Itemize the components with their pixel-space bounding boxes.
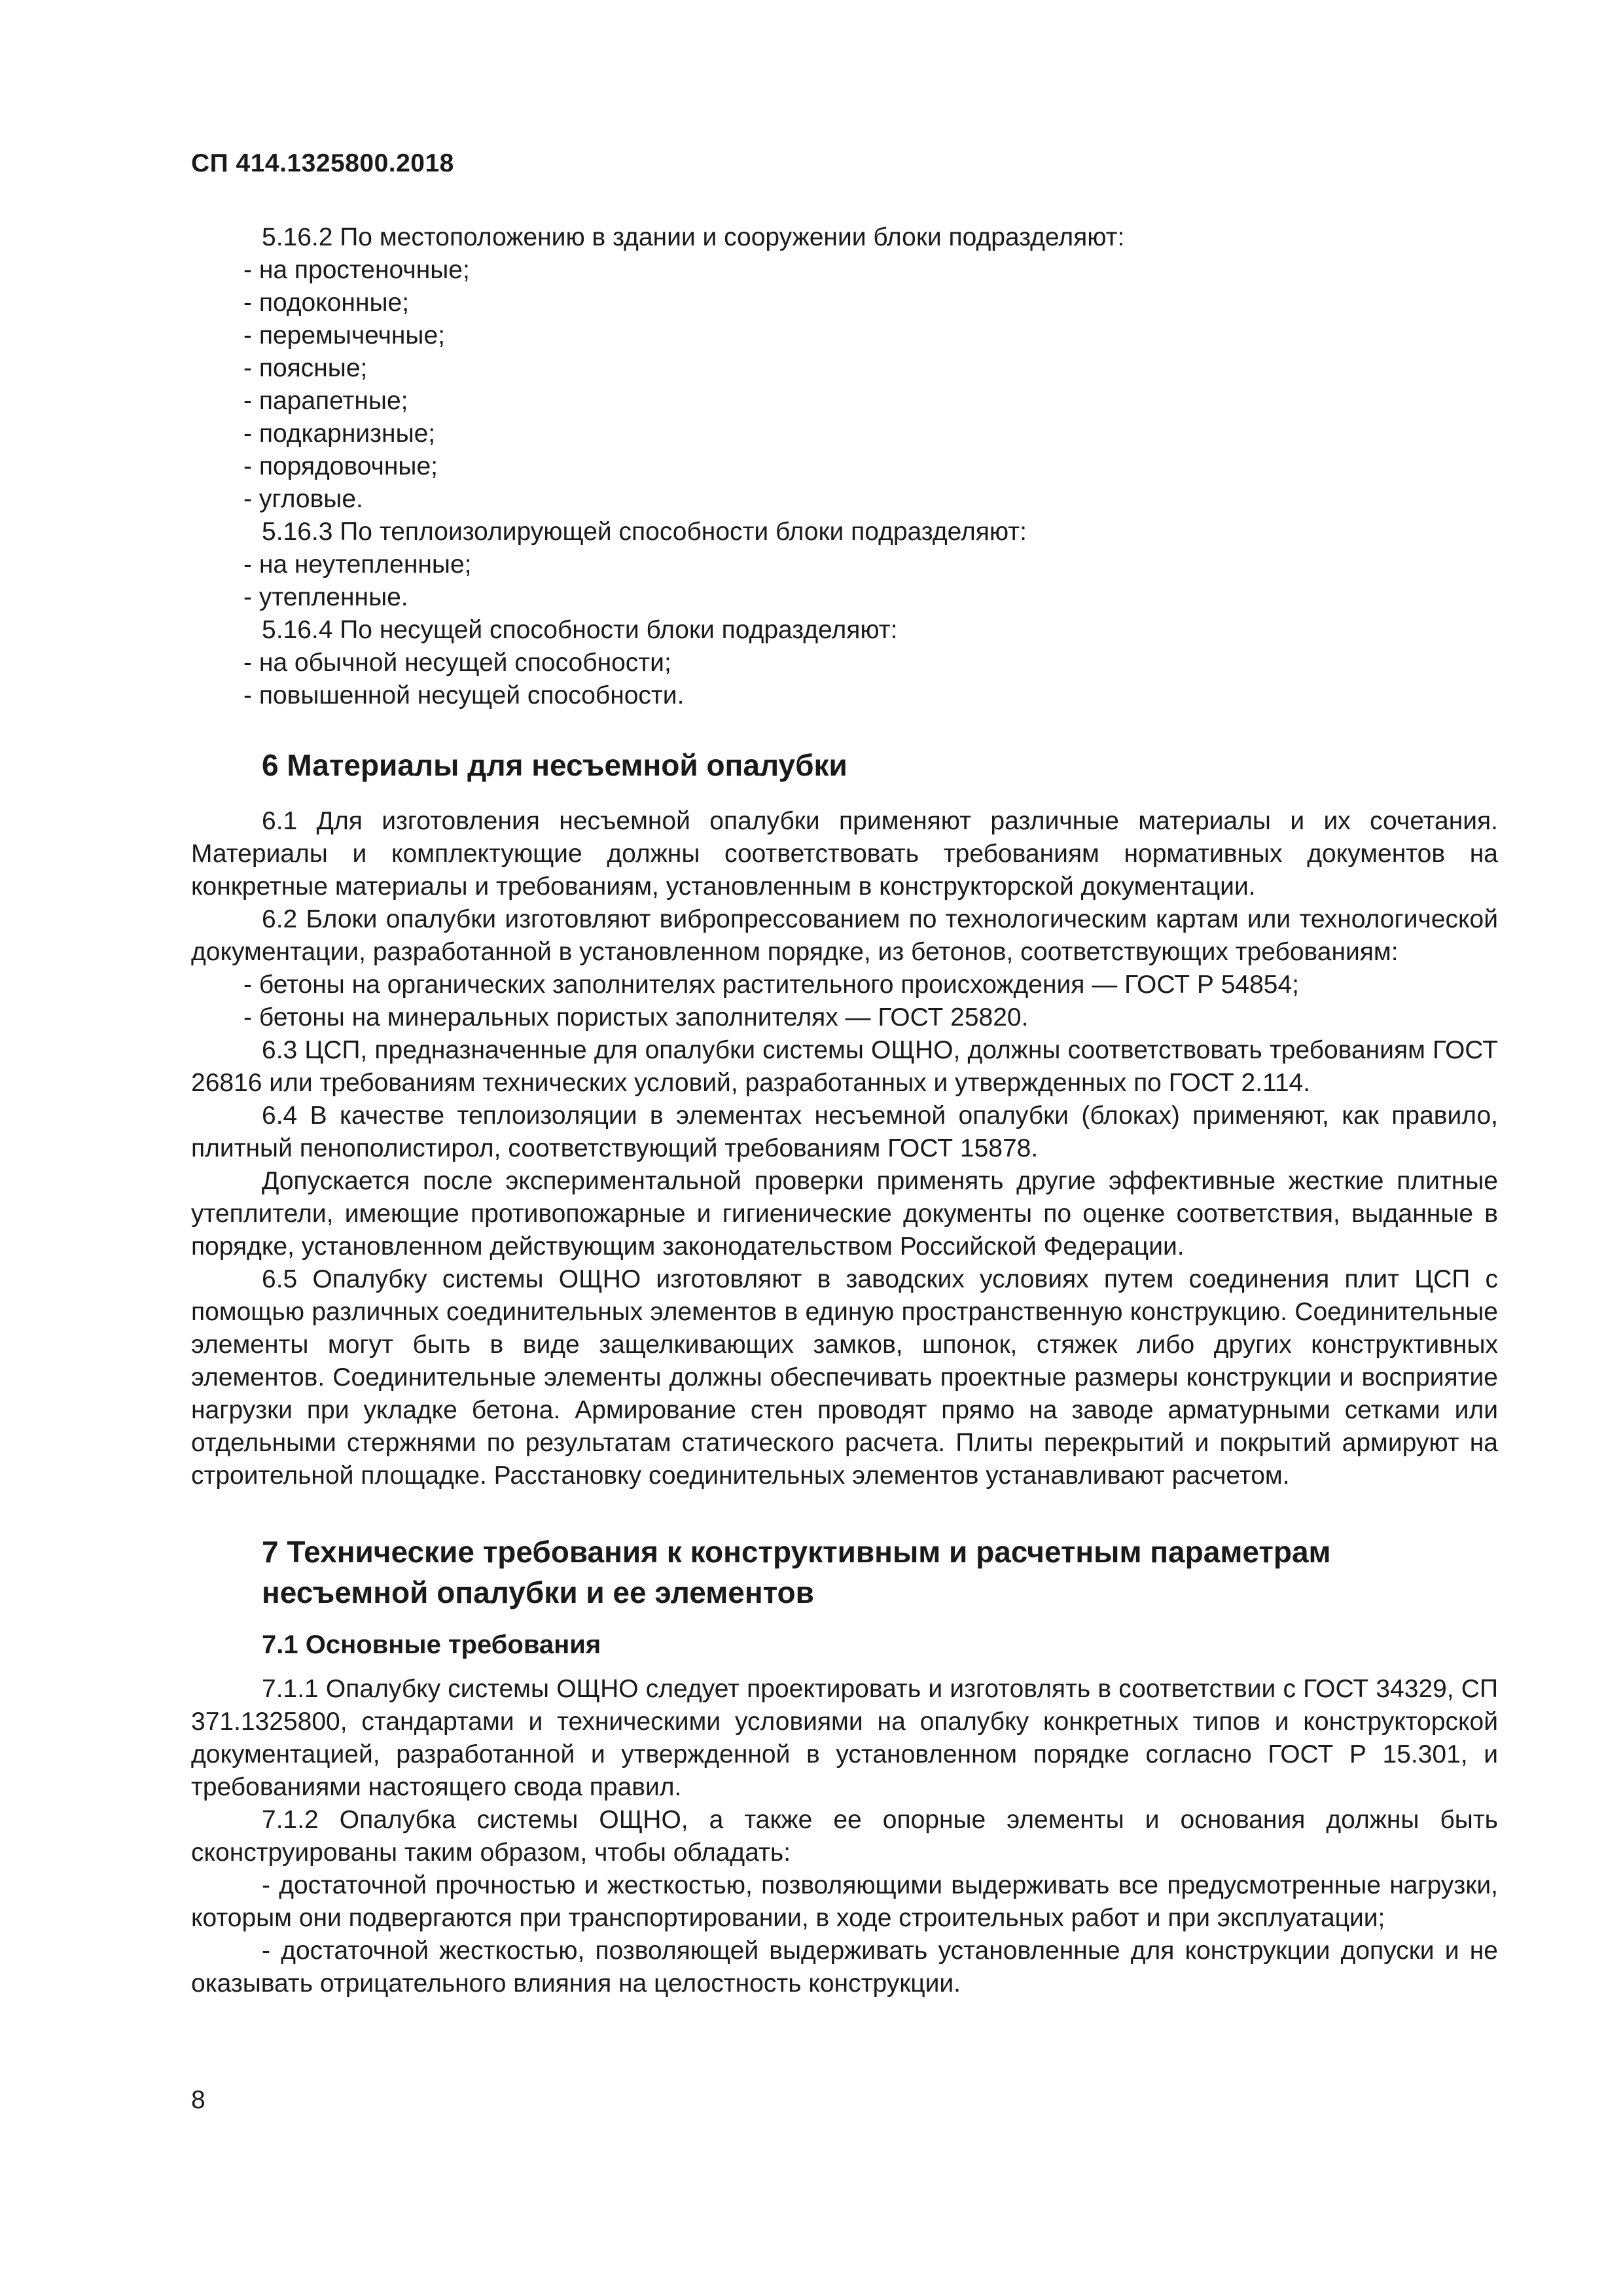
paragraph-5-16-3: 5.16.3 По теплоизолирующей способности блоки подразделяют:	[262, 518, 1027, 546]
paragraph-6-4: 6.4 В качестве теплоизоляции в элементах несъемной опалубки (блоках) применяют, как правило, плитный пенополистирол, соответствующий требованиям ГОСТ 15878.	[191, 1102, 1498, 1162]
subsection-7-1-heading: 7.1 Основные требования	[262, 1630, 601, 1659]
list-item: - подоконные;	[243, 289, 410, 317]
list-item: - на неутепленные;	[243, 550, 472, 579]
section-7-heading: 7 Технические требования к конструктивным и расчетным параметрам несъемной опалубки и ее элементов	[262, 1535, 1331, 1609]
list-item: - утепленные.	[243, 583, 408, 611]
list-item: - поясные;	[243, 354, 368, 382]
list-item: - на обычной несущей способности;	[243, 649, 671, 677]
paragraph-5-16-2: 5.16.2 По местоположению в здании и сооружении блоки подразделяют:	[262, 223, 1125, 251]
list-item: - повышенной несущей способности.	[243, 681, 685, 709]
list-item: - подкарнизные;	[243, 420, 436, 448]
list-item: - бетоны на минеральных пористых заполнителях — ГОСТ 25820.	[243, 1003, 1029, 1031]
list-item: - порядовочные;	[243, 452, 438, 480]
paragraph-5-16-4: 5.16.4 По несущей способности блоки подразделяют:	[262, 616, 898, 644]
paragraph-6-5: 6.5 Опалубку системы ОЩНО изготовляют в заводских условиях путем соединения плит ЦСП с помощью различных соединительных элементов в единую пространственную конструкцию. Соединительные элементы могут быть в виде защелкивающих замков, шпонок, стяжек либо других конструктивных элементов. Соединительные элементы должны обеспечивать проектные размеры конструкции и восприятие нагрузки при укладке бетона. Армирование стен проводят прямо на заводе арматурными сетками или отдельными стержнями по результатам статического расчета. Плиты перекрытий и покрытий армируют на строительной площадке. Расстановку соединительных элементов устанавливают расчетом.	[191, 1265, 1498, 1490]
paragraph-6-1: 6.1 Для изготовления несъемной опалубки применяют различные материалы и их сочетания. Материалы и комплектующие должны соответствовать требованиям нормативных документов на конкретные материалы и требованиям, установленным в конструкторской документации.	[191, 807, 1498, 901]
list-item: - достаточной прочностью и жесткостью, позволяющими выдерживать все предусмотренные нагрузки, которым они подвергаются при транспортировании, в ходе строительных работ и при эксплуатации;	[191, 1871, 1498, 1932]
list-item: - парапетные;	[243, 387, 408, 415]
section-6-heading: 6 Материалы для несъемной опалубки	[262, 748, 847, 782]
list-item: - достаточной жесткостью, позволяющей выдерживать установленные для конструкции допуски и не оказывать отрицательного влияния на целостность конструкции.	[191, 1937, 1498, 1998]
paragraph-6-2: 6.2 Блоки опалубки изготовляют вибропрессованием по технологическим картам или технологической документации, разработанной в установленном порядке, из бетонов, соответствующих требованиям:	[191, 905, 1498, 966]
list-item: - перемычечные;	[243, 321, 445, 350]
list-item: - на простеночные;	[243, 256, 470, 284]
paragraph-7-1-1: 7.1.1 Опалубку системы ОЩНО следует проектировать и изготовлять в соответствии с ГОСТ 34329, СП 371.1325800, стандартами и техническими условиями на опалубку конкретных типов и конструкторской документацией, разработанной и утвержденной в установленном порядке согласно ГОСТ Р 15.301, и требованиями настоящего свода правил.	[191, 1675, 1498, 1801]
document-code-header: СП 414.1325800.2018	[191, 149, 454, 177]
page-number: 8	[191, 2086, 205, 2114]
paragraph-6-3: 6.3 ЦСП, предназначенные для опалубки системы ОЩНО, должны соответствовать требованиям ГОСТ 26816 или требованиям технических условий, разработанных и утвержденных по ГОСТ 2.114.	[191, 1036, 1498, 1097]
paragraph-6-4-continued: Допускается после экспериментальной проверки применять другие эффективные жесткие плитные утеплители, имеющие противопожарные и гигиенические документы по оценке соответствия, выданные в порядке, установленном действующим законодательством Российской Федерации.	[191, 1167, 1498, 1261]
list-item: - бетоны на органических заполнителях растительного происхождения — ГОСТ Р 54854;	[243, 971, 1299, 999]
list-item: - угловые.	[243, 485, 363, 513]
document-body	[191, 221, 1498, 2000]
paragraph-7-1-2: 7.1.2 Опалубка системы ОЩНО, а также ее опорные элементы и основания должны быть сконструированы таким образом, чтобы обладать:	[191, 1806, 1498, 1867]
